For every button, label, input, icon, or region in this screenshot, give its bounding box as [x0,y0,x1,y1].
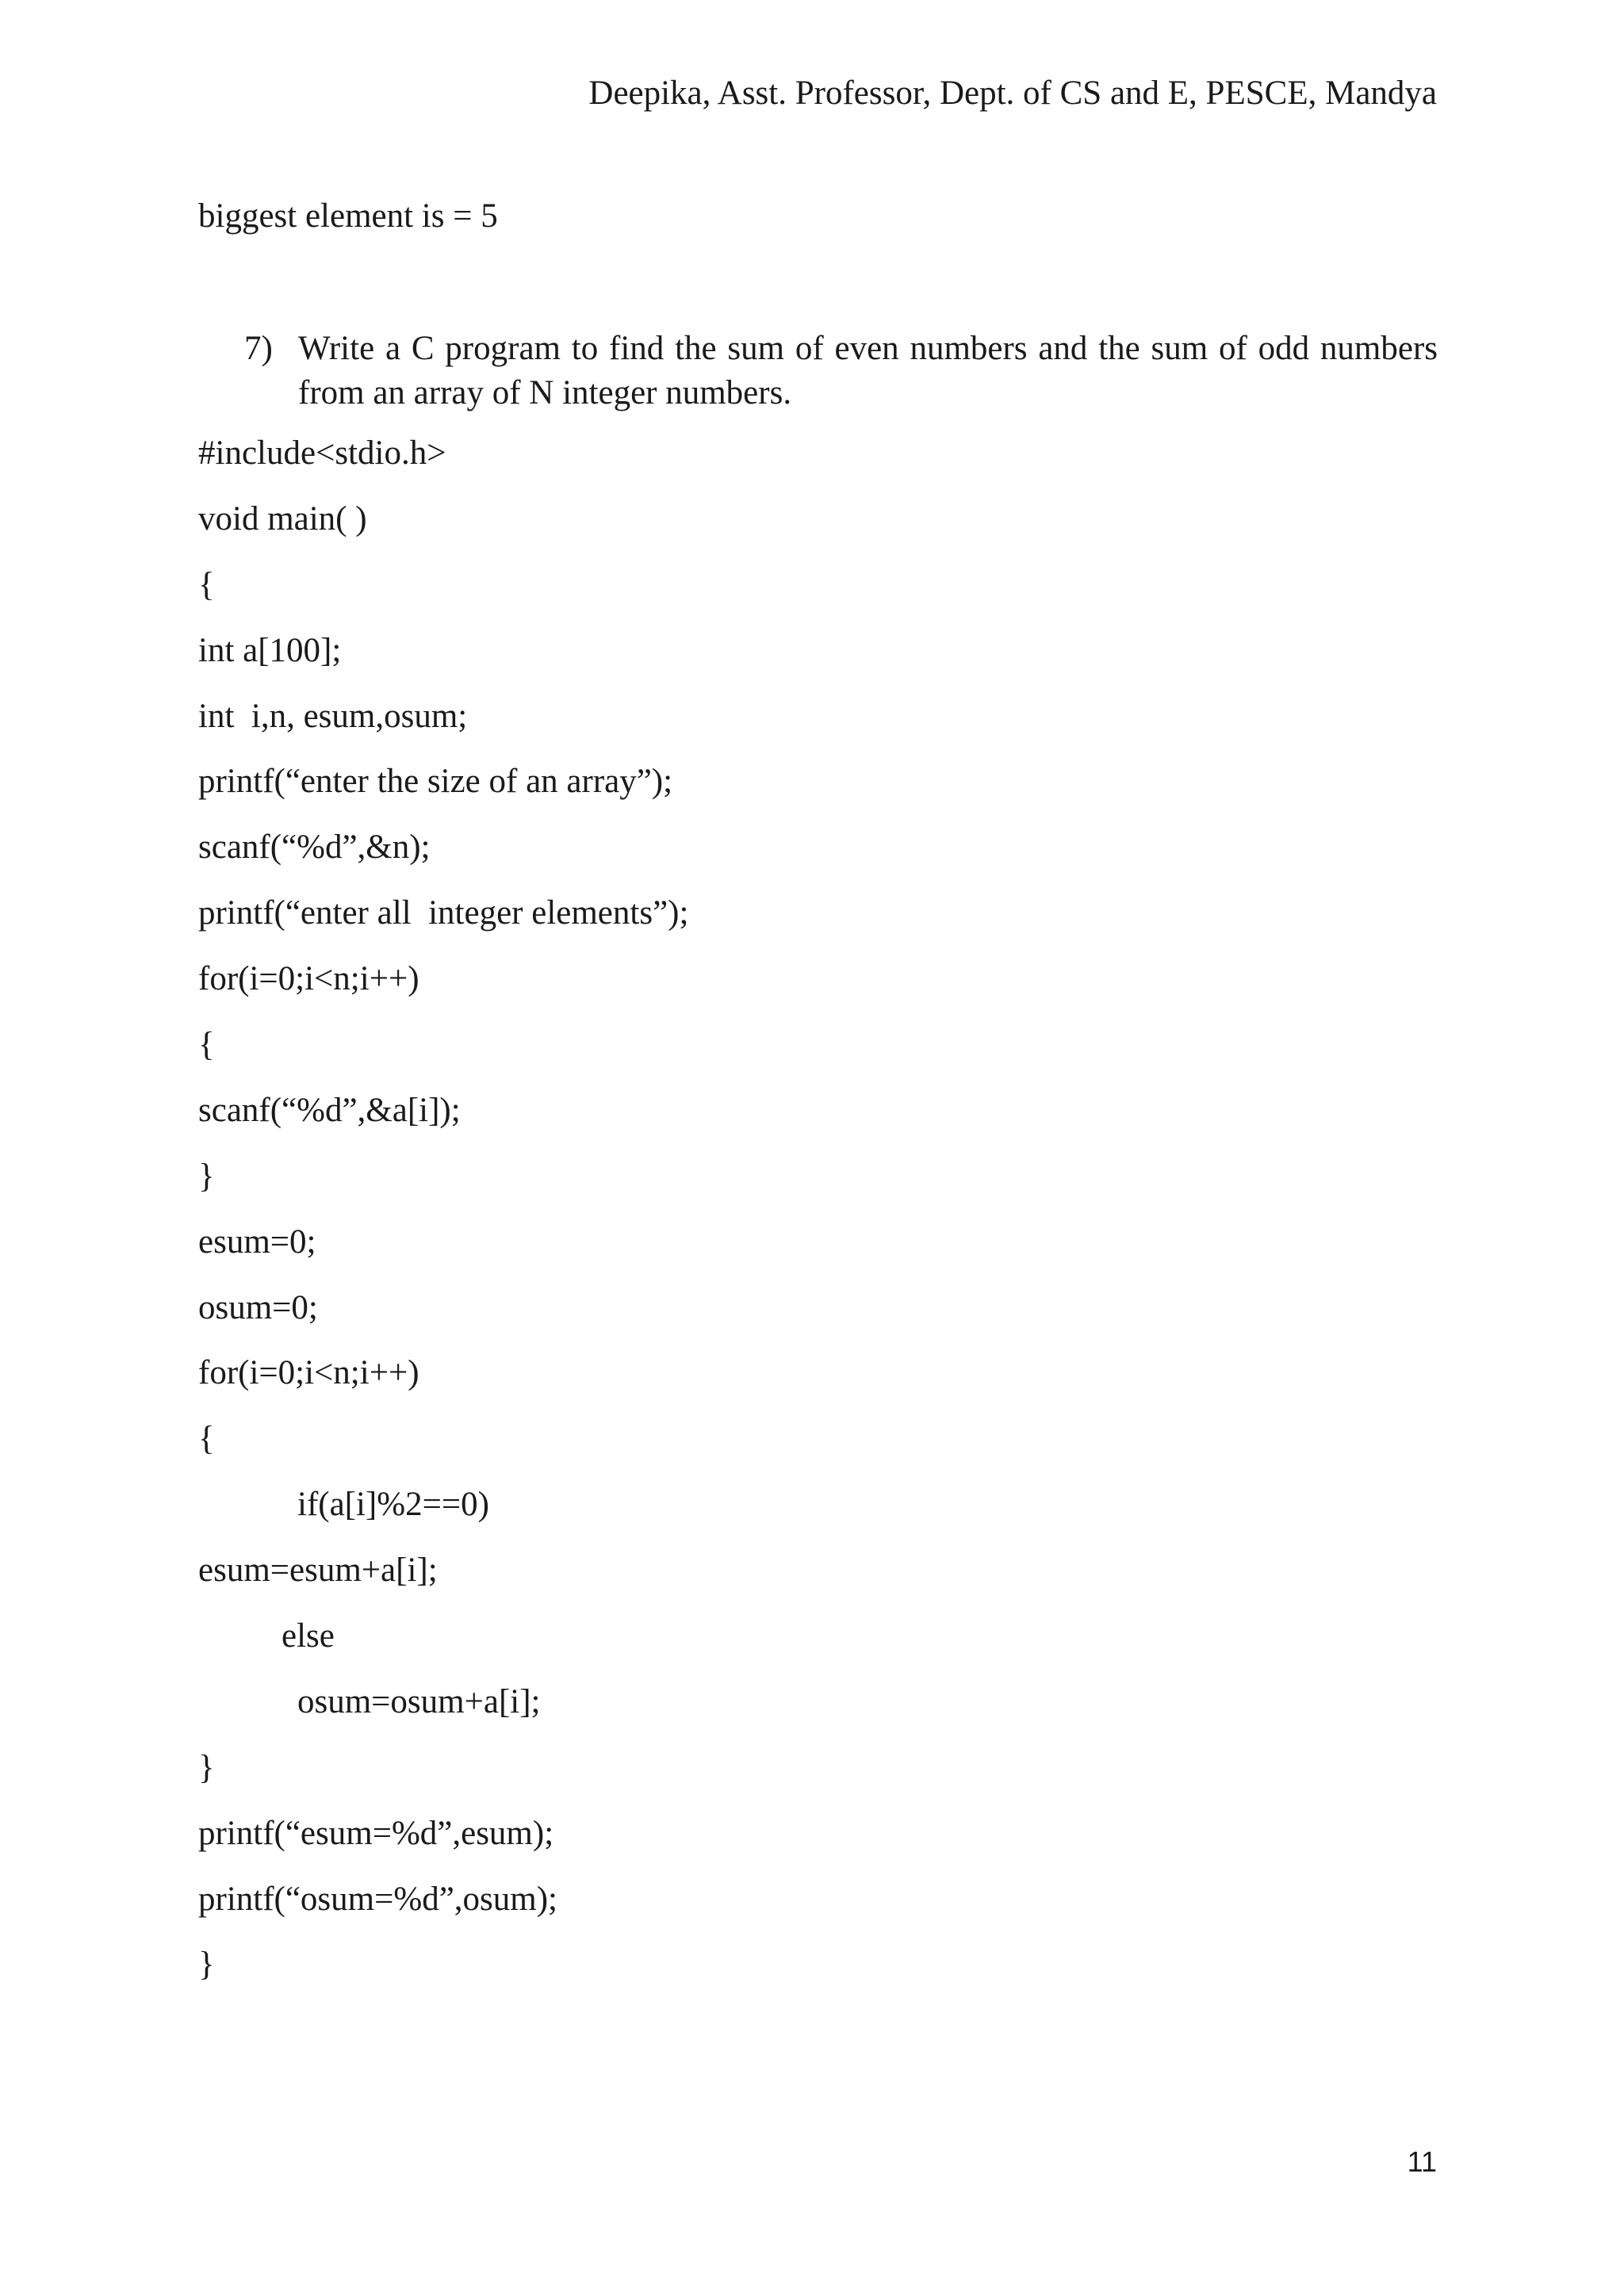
code-line: osum=0; [198,1288,318,1326]
code-line: esum=0; [198,1223,316,1261]
code-line: if(a[i]%2==0) [297,1486,489,1524]
code-line: int a[100]; [198,631,342,669]
code-line: void main( ) [198,499,367,538]
code-line: } [198,1946,215,1984]
code-line: } [198,1748,215,1786]
code-line: for(i=0;i<n;i++) [198,960,419,998]
code-line: printf(“esum=%d”,esum); [198,1814,554,1852]
code-line: scanf(“%d”,&n); [198,828,431,867]
code-line: for(i=0;i<n;i++) [198,1354,419,1392]
code-listing [198,436,1388,2013]
code-line: int i,n, esum,osum; [198,697,468,735]
code-line: printf(“enter the size of an array”); [198,763,673,801]
code-line: #include<stdio.h> [198,434,446,472]
page-number: 11 [1407,2145,1437,2178]
code-line: printf(“osum=%d”,osum); [198,1880,557,1918]
question-number: 7) [244,330,273,367]
code-line: osum=osum+a[i]; [297,1682,541,1720]
program-output-line: biggest element is = 5 [198,197,498,235]
page-header: Deepika, Asst. Professor, Dept. of CS and E, PESCE, Mandya [588,75,1437,112]
code-line: scanf(“%d”,&a[i]); [198,1091,461,1129]
question-text: Write a C program to find the sum of even numbers and the sum of odd numbers from an array of N integer numbers. [298,330,1438,411]
code-line: else [282,1617,335,1655]
code-line: printf(“enter all integer elements”); [198,894,689,932]
code-line: { [198,1026,215,1064]
question-item [244,327,1438,415]
code-line: { [198,1420,215,1458]
code-line: } [198,1157,215,1195]
code-line: esum=esum+a[i]; [198,1552,438,1590]
code-line: { [198,565,215,603]
